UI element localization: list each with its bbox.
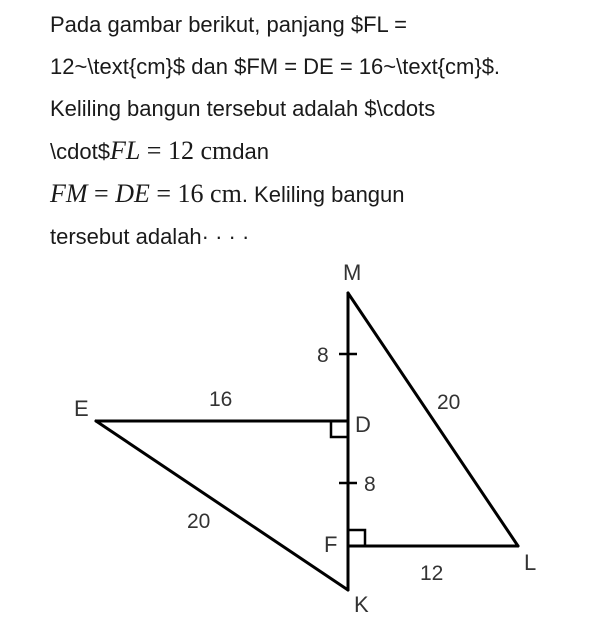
- problem-line-1: Pada gambar berikut, panjang $FL =: [50, 12, 407, 37]
- math-fm-de-value: = 16 cm: [149, 179, 242, 208]
- math-de-var: DE: [115, 179, 150, 208]
- problem-line-4-prefix: \cdot$: [50, 139, 110, 164]
- label-l: L: [524, 550, 537, 575]
- problem-line-3: Keliling bangun tersebut adalah $\cdots: [50, 96, 436, 121]
- math-fl-value: = 12 cm: [140, 136, 233, 165]
- length-md: 8: [317, 344, 329, 367]
- right-angle-d: [331, 421, 348, 437]
- problem-line-6: tersebut adalah· · · ·: [50, 224, 250, 249]
- label-d: D: [355, 412, 371, 437]
- math-fl-var: FL: [109, 136, 141, 165]
- math-eq: =: [87, 179, 116, 208]
- label-m: M: [343, 260, 362, 285]
- length-ed: 16: [209, 388, 233, 411]
- right-angle-f: [348, 530, 365, 546]
- label-k: K: [354, 592, 369, 617]
- math-fm-var: FM: [50, 179, 88, 208]
- problem-line-4-suffix: dan: [232, 139, 269, 164]
- length-ek: 20: [187, 510, 211, 533]
- label-f: F: [324, 532, 338, 557]
- label-e: E: [74, 396, 89, 421]
- length-df: 8: [364, 473, 376, 496]
- length-fl: 12: [420, 562, 444, 585]
- length-ml: 20: [437, 391, 461, 414]
- segment-ek: [96, 421, 348, 590]
- segment-ml: [348, 293, 518, 546]
- problem-line-2: 12~\text{cm}$ dan $FM = DE = 16~\text{cm}$.: [50, 54, 501, 79]
- problem-line-5-suffix: . Keliling bangun: [241, 182, 405, 207]
